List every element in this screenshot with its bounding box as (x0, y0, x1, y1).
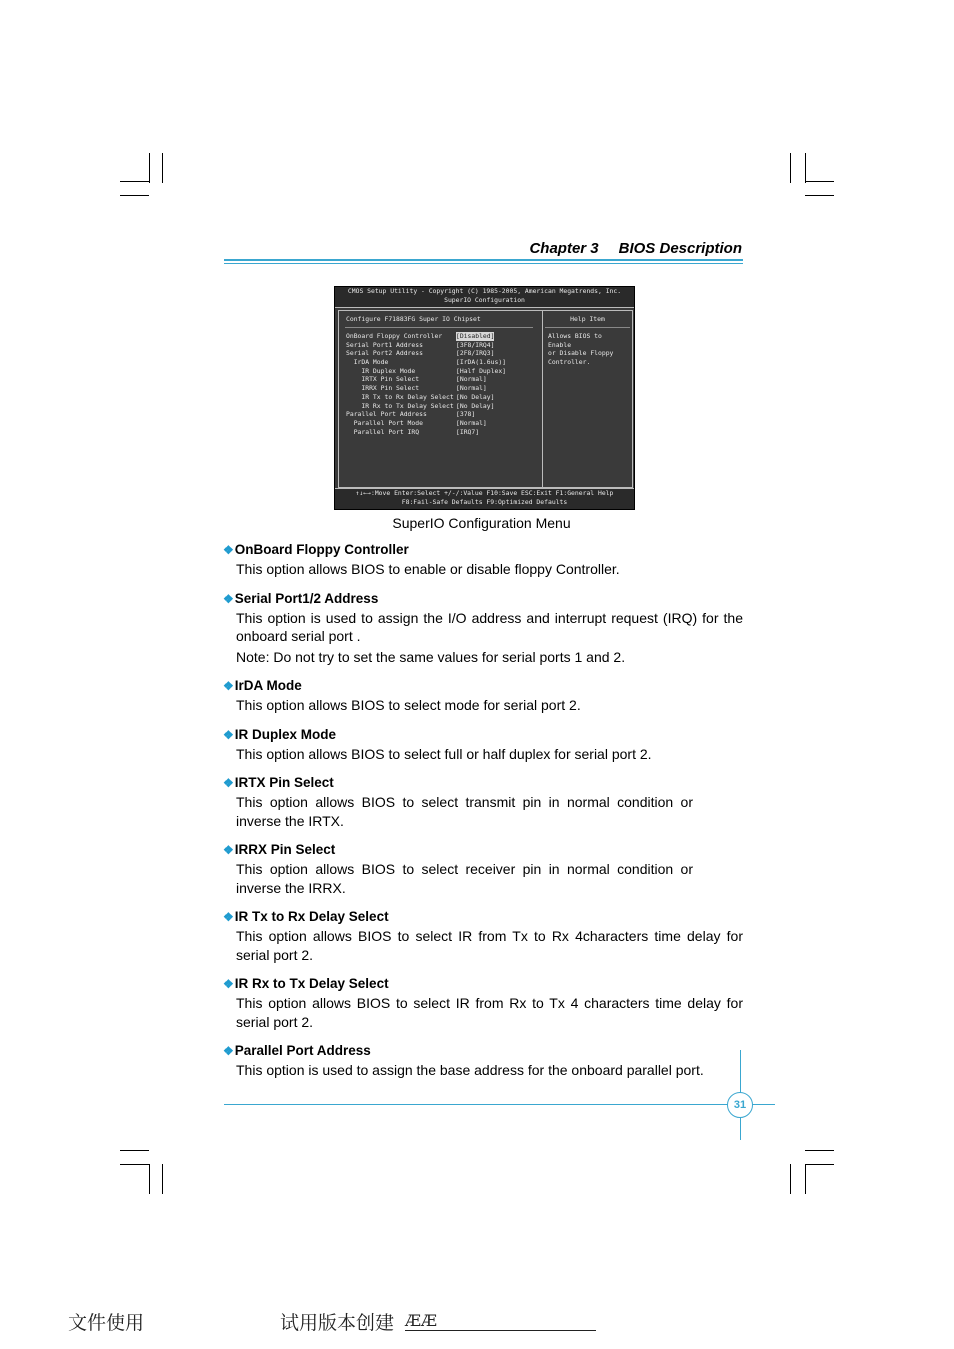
section-parallel (223, 1041, 743, 1080)
section-text: This option allows BIOS to select mode for serial port 2. (236, 697, 581, 713)
crop-mark (805, 195, 834, 196)
section-text: This option allows BIOS to enable or disable floppy Controller. (236, 561, 620, 577)
section-note: Note: Do not try to set the same values for serial ports 1 and 2. (236, 648, 626, 665)
bios-option-row[interactable] (346, 332, 542, 341)
bios-options-list (346, 332, 542, 436)
section-text: This option allows BIOS to select receiver pin in normal condition or inverse the IRRX. (236, 861, 693, 896)
header-rule (224, 259, 743, 261)
section-heading (223, 840, 743, 860)
bios-option-value[interactable]: [IRQ7] (456, 427, 480, 436)
section-heading (223, 725, 743, 745)
crop-mark (805, 153, 806, 183)
section-title: Parallel Port Address (234, 1043, 371, 1058)
section-heading (223, 1041, 743, 1061)
diamond-bullet-icon: ❖ (223, 776, 234, 790)
section-irda (223, 676, 743, 715)
crop-mark (805, 181, 834, 182)
section-title: Serial Port1/2 Address (234, 590, 379, 606)
bios-option-row[interactable] (346, 341, 542, 350)
section-title: OnBoard Floppy Controller (234, 542, 409, 557)
bios-option-value[interactable]: [Half Duplex] (456, 366, 507, 375)
bios-option-value[interactable]: [378] (456, 410, 476, 419)
page-header (224, 240, 742, 264)
crop-mark (790, 1164, 791, 1194)
bios-help-line: Controller. (548, 358, 591, 367)
header-rule-thin (224, 263, 743, 264)
bios-help-line: or Disable Floppy (548, 349, 614, 358)
section-heading (223, 540, 743, 560)
chapter-title: BIOS Description (618, 240, 742, 257)
crop-mark (120, 1150, 149, 1151)
diamond-bullet-icon: ❖ (223, 727, 234, 742)
crop-mark (120, 181, 149, 182)
bios-divider (542, 311, 543, 487)
diamond-bullet-icon: ❖ (223, 591, 234, 606)
section-heading (223, 676, 743, 696)
crop-mark (120, 1164, 149, 1165)
bios-option-label: Serial Port1 Address (346, 340, 423, 349)
bios-option-value[interactable]: [Normal] (456, 384, 487, 393)
section-title: IR Tx to Rx Delay Select (234, 909, 389, 924)
watermark-left: 文件使用 (68, 1312, 145, 1334)
section-ir-rx-tx (223, 974, 743, 1031)
bios-option-row[interactable] (346, 384, 542, 393)
diamond-bullet-icon: ❖ (223, 543, 234, 557)
bios-option-label: Serial Port2 Address (346, 349, 423, 358)
crop-mark (149, 1164, 150, 1194)
crop-mark (120, 195, 149, 196)
section-ir-duplex (223, 725, 743, 764)
bios-option-label: IR Rx to Tx Delay Select (346, 401, 454, 410)
diamond-bullet-icon: ❖ (223, 1044, 234, 1058)
bios-option-label: IRRX Pin Select (346, 384, 420, 393)
bios-option-row[interactable] (346, 428, 542, 437)
bios-option-label: IrDA Mode (346, 358, 389, 367)
bios-option-value[interactable]: [IrDA(1.6us)] (456, 358, 507, 367)
crop-mark (162, 1164, 163, 1194)
bios-option-row[interactable] (346, 419, 542, 428)
bios-option-value[interactable]: [No Delay] (456, 392, 495, 401)
bios-option-row[interactable] (346, 375, 542, 384)
section-irtx (223, 773, 743, 830)
crop-mark (149, 153, 150, 183)
bios-option-label: IR Tx to Rx Delay Select (346, 392, 454, 401)
section-text: This option is used to assign the I/O address and interrupt request (IRQ) for the onboard serial port . (236, 609, 743, 644)
bios-option-label: Parallel Port Mode (346, 418, 423, 427)
bios-panel-title: Configure F71883FG Super IO Chipset (346, 315, 481, 323)
bios-option-label: IRTX Pin Select (346, 375, 420, 384)
bios-help-title: Help Item (570, 315, 605, 323)
bios-option-row[interactable] (346, 402, 542, 411)
crop-mark (790, 153, 791, 183)
section-title: IRRX Pin Select (234, 842, 336, 857)
watermark-middle: 试用版本创建 (280, 1312, 395, 1334)
bios-option-row[interactable] (346, 358, 542, 367)
section-title: IRTX Pin Select (234, 775, 334, 790)
section-title: IR Rx to Tx Delay Select (234, 976, 389, 991)
bios-option-value[interactable]: [3F8/IRQ4] (456, 340, 495, 349)
bios-help-text (548, 332, 628, 367)
crop-mark (805, 1164, 806, 1194)
footer-rule (224, 1104, 775, 1105)
section-text: This option allows BIOS to select IR from Rx to Tx 4 characters time delay for serial port 2. (236, 995, 743, 1030)
bios-help-rule (545, 327, 630, 328)
diamond-bullet-icon: ❖ (223, 843, 234, 857)
section-heading (223, 589, 743, 609)
watermark-underline (405, 1330, 596, 1331)
section-text: This option allows BIOS to select transmit pin in normal condition or inverse the IRTX. (236, 794, 693, 829)
section-floppy (223, 540, 743, 579)
crop-mark (162, 153, 163, 183)
bios-option-row[interactable] (346, 393, 542, 402)
bios-screenshot (334, 286, 635, 510)
bios-menu-name: SuperIO Configuration (444, 296, 525, 304)
page-number: 31 (727, 1092, 753, 1118)
bios-option-value[interactable]: [Normal] (456, 418, 487, 427)
bios-key-line: F8:Fail-Safe Defaults F9:Optimized Defaults (401, 498, 568, 506)
chapter-heading (529, 240, 742, 257)
bios-option-row[interactable] (346, 410, 542, 419)
section-title: IR Duplex Mode (234, 726, 337, 742)
diamond-bullet-icon: ❖ (223, 977, 234, 991)
bios-option-label: Parallel Port Address (346, 410, 427, 419)
section-heading (223, 907, 743, 927)
bios-panel (338, 310, 633, 488)
bios-option-value[interactable]: [No Delay] (456, 401, 495, 410)
bios-option-label: OnBoard Floppy Controller (346, 332, 443, 340)
crop-mark (805, 1164, 834, 1165)
bios-option-label: IR Duplex Mode (346, 366, 416, 375)
option-descriptions (223, 540, 743, 1090)
bios-title-bar (335, 287, 634, 308)
section-serial (223, 589, 743, 667)
bios-copyright: CMOS Setup Utility - Copyright (C) 1985-2005, American Megatrends, Inc. (347, 287, 622, 295)
bios-key-legend (335, 488, 634, 509)
bios-option-value[interactable]: [2F8/IRQ3] (456, 349, 495, 358)
bios-panel-rule (345, 327, 533, 328)
section-text: This option allows BIOS to select IR from Tx to Rx 4characters time delay for serial port 2. (236, 928, 743, 963)
bios-help-line: Allows BIOS to Enable (548, 332, 602, 349)
section-heading (223, 773, 743, 793)
bios-option-label: Parallel Port IRQ (346, 427, 420, 436)
watermark-link[interactable]: ÆÆ (405, 1311, 438, 1330)
section-ir-tx-rx (223, 907, 743, 964)
chapter-number: Chapter 3 (529, 240, 599, 257)
diamond-bullet-icon: ❖ (223, 910, 234, 924)
bios-option-value[interactable]: [Disabled] (456, 332, 495, 340)
section-heading (223, 974, 743, 994)
section-title: IrDA Mode (234, 678, 302, 693)
crop-mark (805, 1150, 834, 1151)
section-text: This option allows BIOS to select full or half duplex for serial port 2. (236, 745, 652, 762)
bios-option-value[interactable]: [Normal] (456, 375, 487, 384)
section-irrx (223, 840, 743, 897)
bios-key-line: ↑↓←→:Move Enter:Select +/-/:Value F10:Save ESC:Exit F1:General Help (355, 489, 614, 497)
bios-option-row[interactable] (346, 349, 542, 358)
section-text: This option is used to assign the base address for the onboard parallel port. (236, 1062, 704, 1078)
bios-option-row[interactable] (346, 367, 542, 376)
diamond-bullet-icon: ❖ (223, 679, 234, 693)
figure-caption: SuperIO Configuration Menu (392, 515, 571, 531)
